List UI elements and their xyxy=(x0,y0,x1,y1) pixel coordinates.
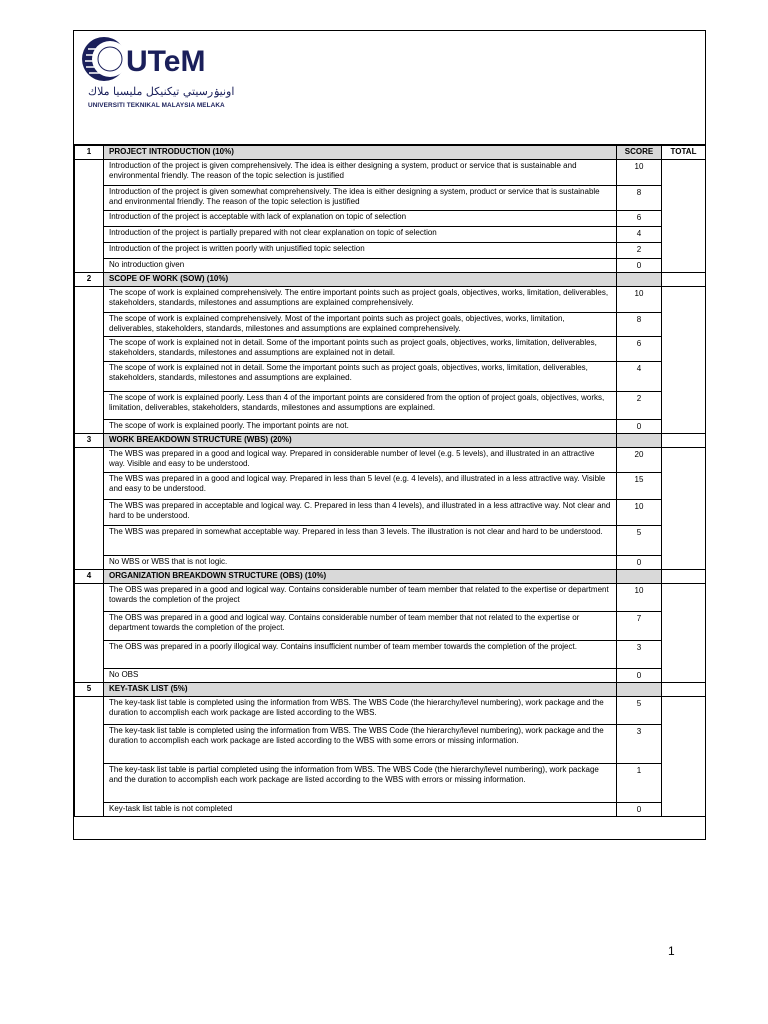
section-number: 1 xyxy=(75,146,104,160)
criterion-description: The key-task list table is completed using the information from WBS. The WBS Code (the hierarchy/level numbering), work package and the duration to accomplish each work package are listed according to the WBS. xyxy=(104,697,617,725)
criterion-row xyxy=(75,313,706,337)
criterion-description: The scope of work is explained comprehensively. The entire important points such as project goals, objectives, works, limitation, deliverables, stakeholders, standards, milestones and assumptions are explained comprehensively. xyxy=(104,287,617,313)
page-number: 1 xyxy=(668,944,675,958)
criterion-row xyxy=(75,641,706,669)
criterion-score: 6 xyxy=(617,211,662,227)
section-number: 2 xyxy=(75,273,104,287)
section-title: ORGANIZATION BREAKDOWN STRUCTURE (OBS) (10%) xyxy=(104,570,617,584)
criterion-score: 3 xyxy=(617,725,662,764)
score-column-header: SCORE xyxy=(617,146,662,160)
utem-emblem-icon xyxy=(80,35,222,85)
section-score-cell xyxy=(617,570,662,584)
criterion-description: Introduction of the project is written poorly with unjustified topic selection xyxy=(104,243,617,259)
criterion-score: 5 xyxy=(617,526,662,556)
criterion-score: 1 xyxy=(617,764,662,803)
section-number-blank xyxy=(75,160,104,273)
criterion-score: 0 xyxy=(617,669,662,683)
criterion-description: Introduction of the project is given somewhat comprehensively. The idea is either designing a system, product or service that is sustainable and environmental friendly. The reason of the topic selection is justified xyxy=(104,186,617,211)
section-number: 4 xyxy=(75,570,104,584)
criterion-score: 0 xyxy=(617,259,662,273)
criterion-score: 10 xyxy=(617,500,662,526)
criterion-score: 4 xyxy=(617,362,662,392)
section-title: PROJECT INTRODUCTION (10%) xyxy=(104,146,617,160)
criterion-description: Key-task list table is not completed xyxy=(104,803,617,817)
criterion-row xyxy=(75,764,706,803)
criterion-row xyxy=(75,420,706,434)
section-number-blank xyxy=(75,584,104,683)
criterion-description: Introduction of the project is partially prepared with not clear explanation on topic of selection xyxy=(104,227,617,243)
criterion-score: 7 xyxy=(617,612,662,641)
section-score-cell xyxy=(617,683,662,697)
criterion-description: The WBS was prepared in somewhat acceptable way. Prepared in less than 3 levels. The illustration is not clear and hard to be understood. xyxy=(104,526,617,556)
criterion-row xyxy=(75,227,706,243)
total-column-header: TOTAL xyxy=(662,146,706,160)
section-title: KEY-TASK LIST (5%) xyxy=(104,683,617,697)
criterion-row xyxy=(75,725,706,764)
section-title: WORK BREAKDOWN STRUCTURE (WBS) (20%) xyxy=(104,434,617,448)
criterion-score: 6 xyxy=(617,337,662,362)
criterion-score: 0 xyxy=(617,420,662,434)
criterion-score: 20 xyxy=(617,448,662,473)
section-header-row xyxy=(75,683,706,697)
section-number: 3 xyxy=(75,434,104,448)
criterion-description: The scope of work is explained not in detail. Some of the important points such as project goals, objectives, works, limitation, deliverables, stakeholders, standards, milestones and assumptions are explained not in detail. xyxy=(104,337,617,362)
criterion-description: The WBS was prepared in a good and logical way. Prepared in considerable number of level (e.g. 5 levels), and illustrated in an attractive way. Visible and easy to be understood. xyxy=(104,448,617,473)
criterion-row xyxy=(75,287,706,313)
section-title: SCOPE OF WORK (SOW) (10%) xyxy=(104,273,617,287)
criterion-description: The WBS was prepared in acceptable and logical way. C. Prepared in less than 4 levels), and illustrated in a less attractive way. Not clear and hard to be understood. xyxy=(104,500,617,526)
criterion-row xyxy=(75,259,706,273)
criterion-row xyxy=(75,556,706,570)
criterion-description: The scope of work is explained not in detail. Some the important points such as project goals, objectives, works, limitation, deliverables, stakeholders, standards, milestones and assumptions are explained. xyxy=(104,362,617,392)
criterion-description: The OBS was prepared in a good and logical way. Contains considerable number of team member that related to the expertise or department towards the completion of the project xyxy=(104,584,617,612)
section-total-cell xyxy=(662,570,706,584)
criterion-row xyxy=(75,584,706,612)
criterion-row xyxy=(75,337,706,362)
total-input-cell[interactable] xyxy=(662,448,706,570)
criterion-description: Introduction of the project is given comprehensively. The idea is either designing a system, product or service that is sustainable and environmental friendly. The reason of the topic selection is justified xyxy=(104,160,617,186)
criterion-row xyxy=(75,526,706,556)
document-header xyxy=(74,31,705,145)
criterion-description: The key-task list table is partial completed using the information from WBS. The WBS Code (the hierarchy/level numbering), work package and the duration to accomplish each work package are listed according to the WBS with errors or missing information. xyxy=(104,764,617,803)
criterion-row xyxy=(75,697,706,725)
criterion-row xyxy=(75,211,706,227)
criterion-description: No WBS or WBS that is not logic. xyxy=(104,556,617,570)
logo-jawi-text: اونيۏرسيتي تيكنيكل مليسيا ملاك xyxy=(88,85,235,98)
criterion-score: 8 xyxy=(617,313,662,337)
criterion-row xyxy=(75,186,706,211)
total-input-cell[interactable] xyxy=(662,160,706,273)
section-number-blank xyxy=(75,448,104,570)
criterion-description: The scope of work is explained poorly. The important points are not. xyxy=(104,420,617,434)
section-number-blank xyxy=(75,287,104,434)
criterion-description: The OBS was prepared in a poorly illogical way. Contains insufficient number of team member towards the completion of the project. xyxy=(104,641,617,669)
section-header-row xyxy=(75,146,706,160)
section-total-cell xyxy=(662,273,706,287)
section-score-cell xyxy=(617,434,662,448)
criterion-row xyxy=(75,243,706,259)
criterion-score: 4 xyxy=(617,227,662,243)
logo-university-name: UNIVERSITI TEKNIKAL MALAYSIA MELAKA xyxy=(88,102,225,109)
criterion-score: 15 xyxy=(617,473,662,500)
criterion-description: The OBS was prepared in a good and logical way. Contains considerable number of team member that not related to the expertise or department towards the completion of the project. xyxy=(104,612,617,641)
section-header-row xyxy=(75,570,706,584)
criterion-row xyxy=(75,448,706,473)
criterion-row xyxy=(75,392,706,420)
criterion-score: 0 xyxy=(617,556,662,570)
criterion-score: 2 xyxy=(617,392,662,420)
rubric-page-frame xyxy=(73,30,706,840)
criterion-score: 10 xyxy=(617,160,662,186)
criterion-score: 0 xyxy=(617,803,662,817)
section-total-cell xyxy=(662,683,706,697)
total-input-cell[interactable] xyxy=(662,287,706,434)
section-number-blank xyxy=(75,697,104,817)
criterion-score: 8 xyxy=(617,186,662,211)
utem-wordmark: UTeM xyxy=(126,45,206,78)
criterion-score: 10 xyxy=(617,287,662,313)
criterion-row xyxy=(75,362,706,392)
criterion-description: The scope of work is explained comprehensively. Most of the important points such as project goals, objectives, works, limitation, deliverables, stakeholders, standards, milestones and assumptions are explained comprehensively. xyxy=(104,313,617,337)
criterion-description: The key-task list table is completed using the information from WBS. The WBS Code (the hierarchy/level numbering), work package and the duration to accomplish each work package are listed according to the WBS with some errors or missing information. xyxy=(104,725,617,764)
criterion-description: The scope of work is explained poorly. Less than 4 of the important points are considered from the option of project goals, objectives, works, limitation, deliverables, stakeholders, standards, milestones and assumptions are explained. xyxy=(104,392,617,420)
section-header-row xyxy=(75,273,706,287)
criterion-score: 5 xyxy=(617,697,662,725)
criterion-description: The WBS was prepared in a good and logical way. Prepared in less than 5 level (e.g. 4 levels), and illustrated in a less attractive way. Visible and easy to be understood. xyxy=(104,473,617,500)
section-total-cell xyxy=(662,434,706,448)
criterion-description: Introduction of the project is acceptable with lack of explanation on topic of selection xyxy=(104,211,617,227)
criterion-score: 3 xyxy=(617,641,662,669)
criterion-score: 2 xyxy=(617,243,662,259)
total-input-cell[interactable] xyxy=(662,697,706,817)
utem-logo xyxy=(80,35,235,111)
total-input-cell[interactable] xyxy=(662,584,706,683)
criterion-description: No introduction given xyxy=(104,259,617,273)
section-number: 5 xyxy=(75,683,104,697)
rubric-table xyxy=(74,145,706,817)
criterion-row xyxy=(75,612,706,641)
section-score-cell xyxy=(617,273,662,287)
criterion-row xyxy=(75,669,706,683)
section-header-row xyxy=(75,434,706,448)
criterion-row xyxy=(75,500,706,526)
criterion-row xyxy=(75,803,706,817)
criterion-description: No OBS xyxy=(104,669,617,683)
criterion-row xyxy=(75,473,706,500)
criterion-row xyxy=(75,160,706,186)
criterion-score: 10 xyxy=(617,584,662,612)
